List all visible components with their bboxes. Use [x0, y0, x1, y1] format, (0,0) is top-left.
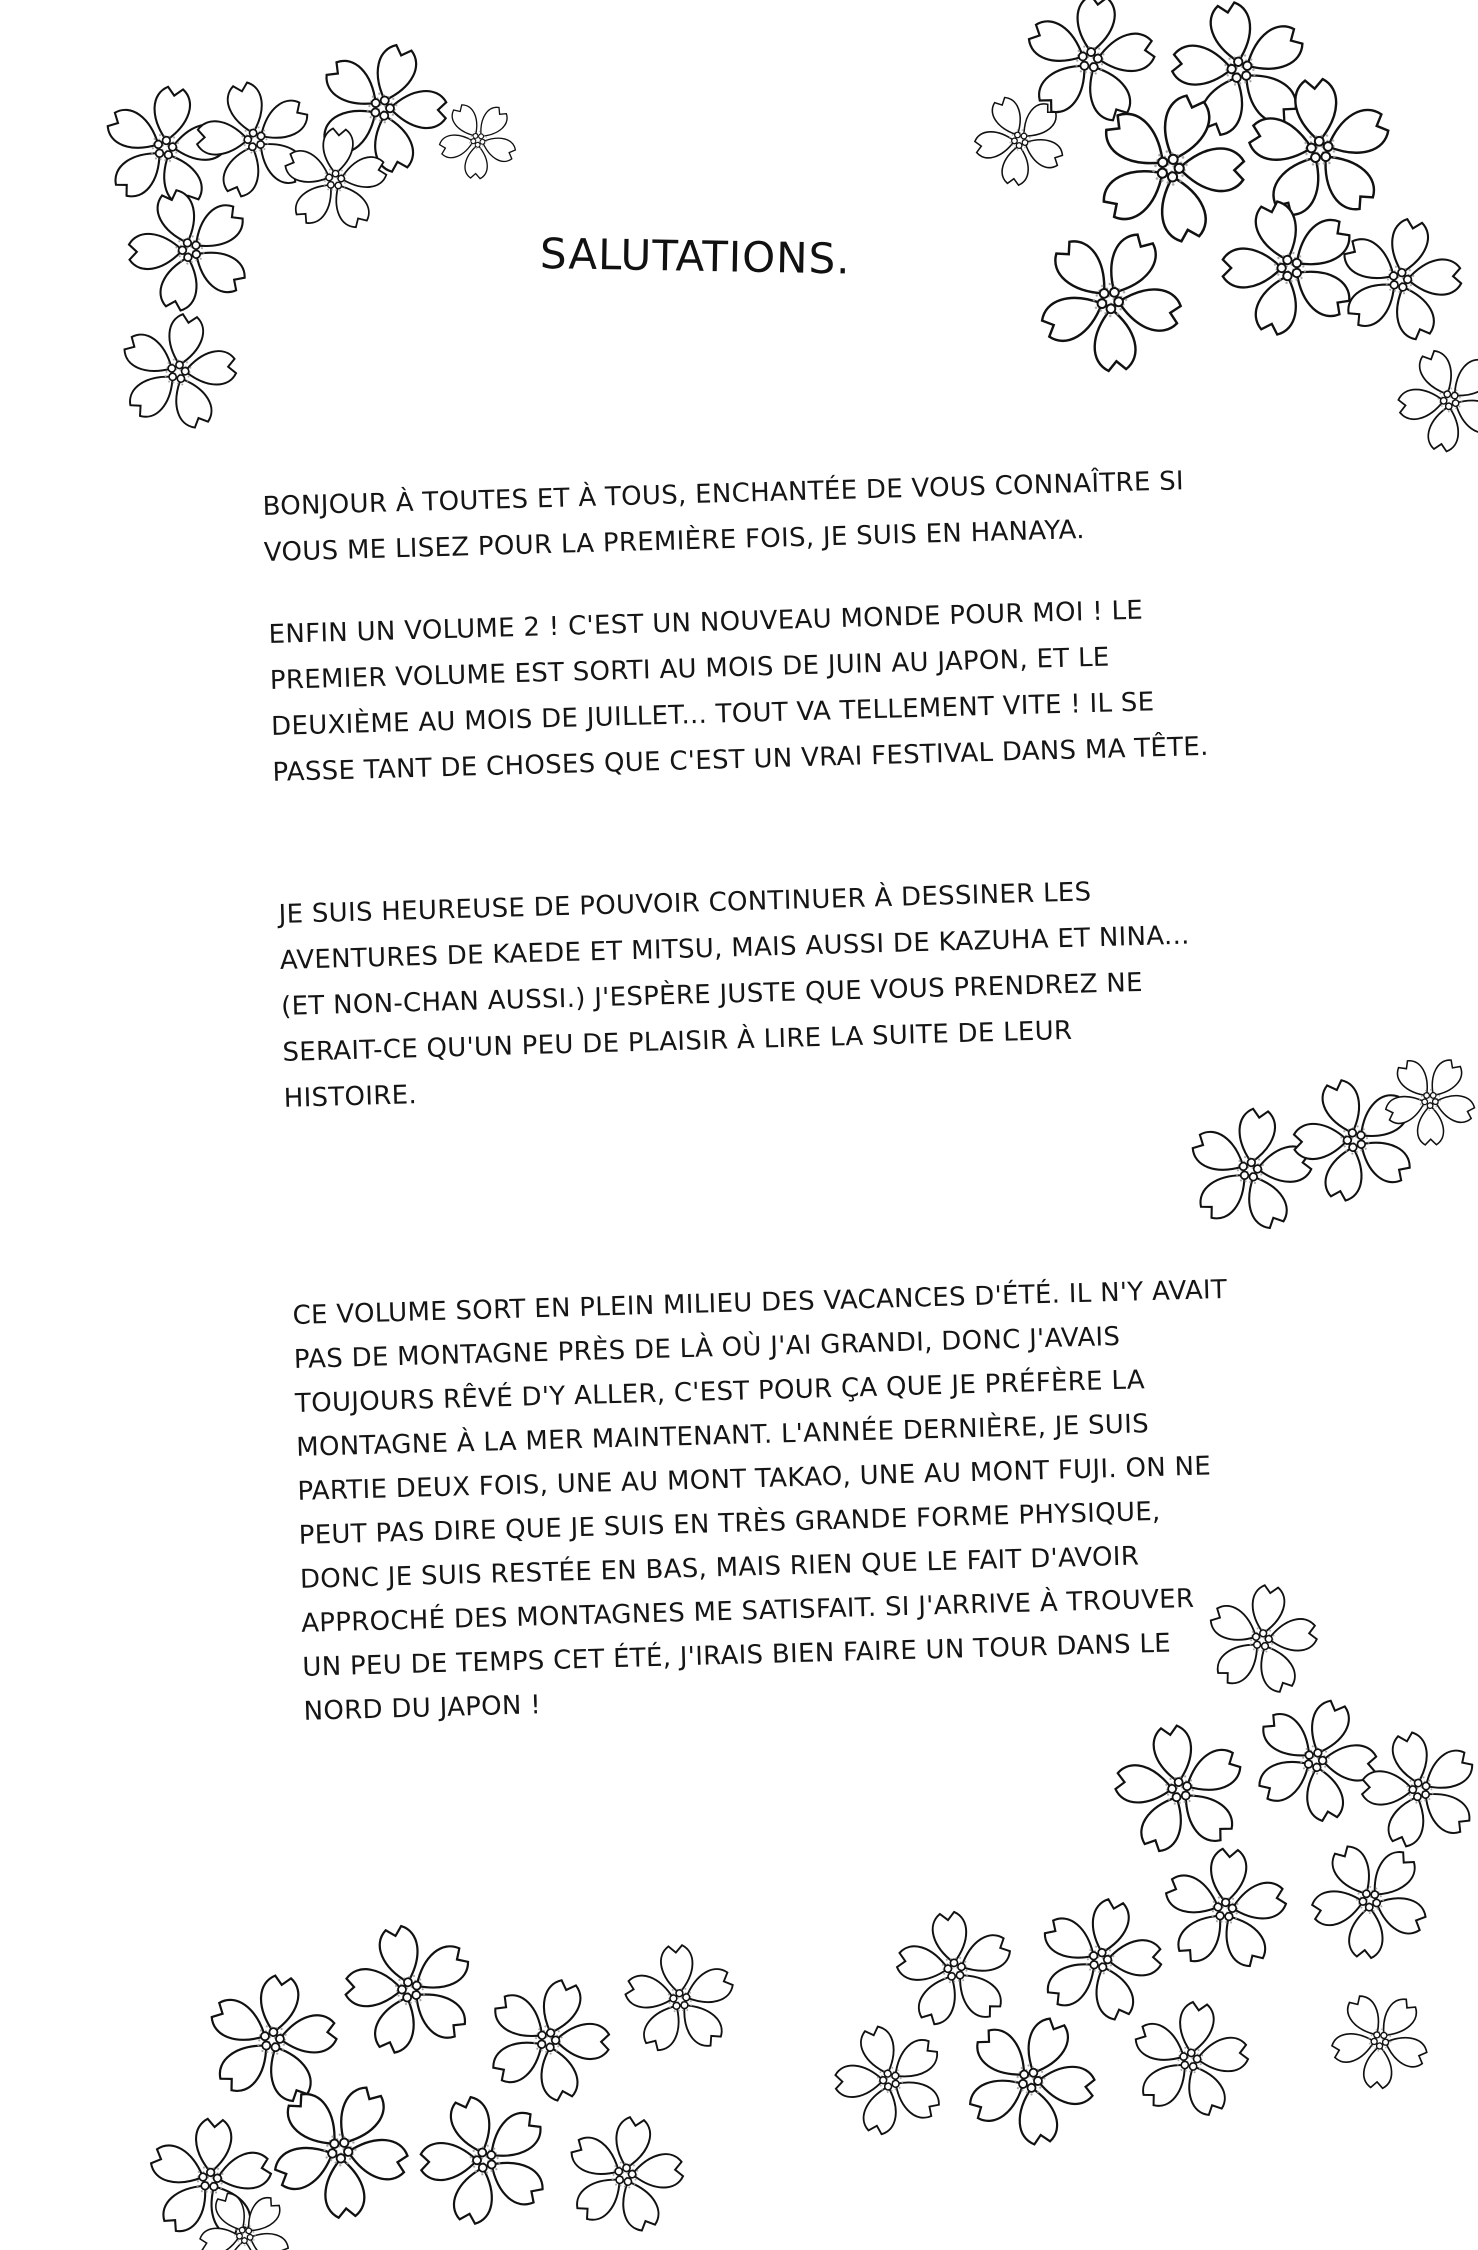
blossom-cluster-top-left: [92, 25, 533, 440]
page-title: SALUTATIONS.: [539, 229, 852, 284]
paragraph-volume-2: ENFIN UN VOLUME 2 ! C'EST UN NOUVEAU MONDE POUR MOI ! LE PREMIER VOLUME EST SORTI AU MOIS DE JUIN AU JAPON, ET LE DEUXIÈME AU MOIS DE JUILLET... TOUT VA TELLEMENT VITE ! IL SE PASSE TANT DE CHOSES QUE C'EST UN VRAI FESTIVAL DANS MA TÊTE.: [268, 595, 1210, 788]
paragraph-characters: JE SUIS HEUREUSE DE POUVOIR CONTINUER À DESSINER LES AVENTURES DE KAEDE ET MITSU, MAIS AUSSI DE KAZUHA ET NINA... (ET NON-CHAN AUSSI.) J'ESPÈRE JUSTE QUE VOUS PRENDREZ NE SERAIT-CE QU'UN PEU DE PLAISIR À LIRE LA SUITE DE LEUR HISTOIRE.: [278, 877, 1191, 1114]
paragraph-greeting: BONJOUR À TOUTES ET À TOUS, ENCHANTÉE DE VOUS CONNAÎTRE SI VOUS ME LISEZ POUR LA PREMIÈRE FOIS, JE SUIS EN HANAYA.: [262, 466, 1185, 568]
blossom-cluster-top-right: [956, 0, 1478, 468]
paragraph-summer-mountains: CE VOLUME SORT EN PLEIN MILIEU DES VACANCES D'ÉTÉ. IL N'Y AVAIT PAS DE MONTAGNE PRÈS DE LÀ OÙ J'AI GRANDI, DONC J'AVAIS TOUJOURS RÊVÉ D'Y ALLER, C'EST POUR ÇA QUE JE PRÉFÈRE LA MONTAGNE À LA MER MAINTENANT. L'ANNÉE DERNIÈRE, JE SUIS PARTIE DEUX FOIS, UNE AU MONT TAKAO, UNE AU MONT FUJI. ON NE PEUT PAS DIRE QUE JE SUIS EN TRÈS GRANDE FORME PHYSIQUE, DONC JE SUIS RESTÉE EN BAS, MAIS RIEN QUE LE FAIT D'AVOIR APPROCHÉ DES MONTAGNES ME SATISFAIT. SI J'ARRIVE À TROUVER UN PEU DE TEMPS CET ÉTÉ, J'IRAIS BIEN FAIRE UN TOUR DANS LE NORD DU JAPON !: [292, 1274, 1228, 1727]
blossom-cluster-middle-right: [1177, 1037, 1478, 1240]
blossom-cluster-bottom-left: [142, 1911, 741, 2250]
